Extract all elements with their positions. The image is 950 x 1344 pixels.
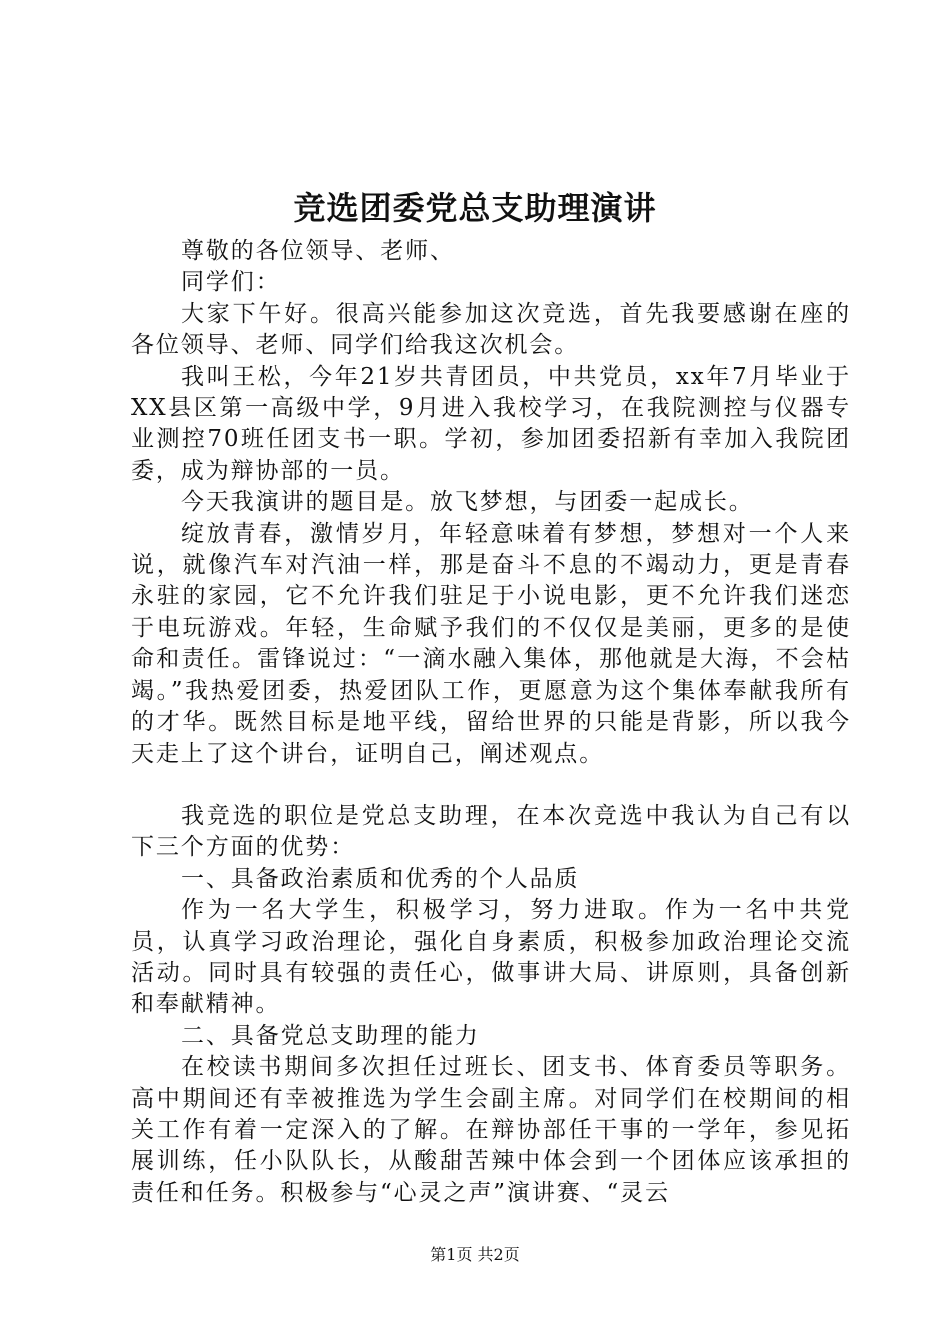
position-paragraph: 我竞选的职位是党总支助理，在本次竞选中我认为自己有以下三个方面的优势： xyxy=(131,802,851,861)
salutation-line-2: 同学们： xyxy=(181,269,281,296)
section-heading-1: 一、具备政治素质和优秀的个人品质 xyxy=(181,865,580,892)
salutation-line-1: 尊敬的各位领导、老师、 xyxy=(181,238,455,264)
political-quality-paragraph: 作为一名大学生，积极学习，努力进取。作为一名中共党员，认真学习政治理论，强化自身素质，积极参加政治理论交流活动。同时具有较强的责任心，做事讲大局、讲原则，具备创新和奉献精神。 xyxy=(131,897,851,1018)
speech-topic-paragraph: 今天我演讲的题目是。放飞梦想，与团委一起成长。 xyxy=(181,489,754,516)
document-title: 竞选团委党总支助理演讲 xyxy=(293,189,657,227)
greeting-paragraph: 大家下午好。很高兴能参加这次竞选，首先我要感谢在座的各位领导、老师、同学们给我这次机会。 xyxy=(131,300,851,359)
section-heading-2: 二、具备党总支助理的能力 xyxy=(181,1022,480,1049)
page-number-footer: 第1页 共2页 xyxy=(430,1245,520,1264)
self-introduction-paragraph: 我叫王松，今年21岁共青团员，中共党员，xx年7月毕业于XX县区第一高级中学，9月进入我校学习，在我院测控与仪器专业测控70班任团支书一职。学初，参加团委招新有幸加入我院团委，成为辩协部的一员。 xyxy=(131,363,851,484)
youth-dream-paragraph: 绽放青春，激情岁月，年轻意味着有梦想，梦想对一个人来说，就像汽车对汽油一样，那是奋斗不息的不竭动力，更是青春永驻的家园，它不允许我们驻足于小说电影，更不允许我们迷恋于电玩游戏。年轻，生命赋予我们的不仅仅是美丽，更多的是使命和责任。雷锋说过：“一滴水融入集体，那他就是大海，不会枯竭。”我热爱团委，热爱团队工作，更愿意为这个集体奉献我所有的才华。既然目标是地平线，留给世界的只能是背影，所以我今天走上了这个讲台，证明自己，阐述观点。 xyxy=(131,520,851,767)
ability-paragraph: 在校读书期间多次担任过班长、团支书、体育委员等职务。高中期间还有幸被推选为学生会副主席。对同学们在校期间的相关工作有着一定深入的了解。在辩协部任干事的一学年，参见拓展训练，任小队队长，从酸甜苦辣中体会到一个团体应该承担的责任和任务。积极参与“心灵之声”演讲赛、“灵云 xyxy=(131,1054,851,1206)
document-body xyxy=(131,236,851,1209)
